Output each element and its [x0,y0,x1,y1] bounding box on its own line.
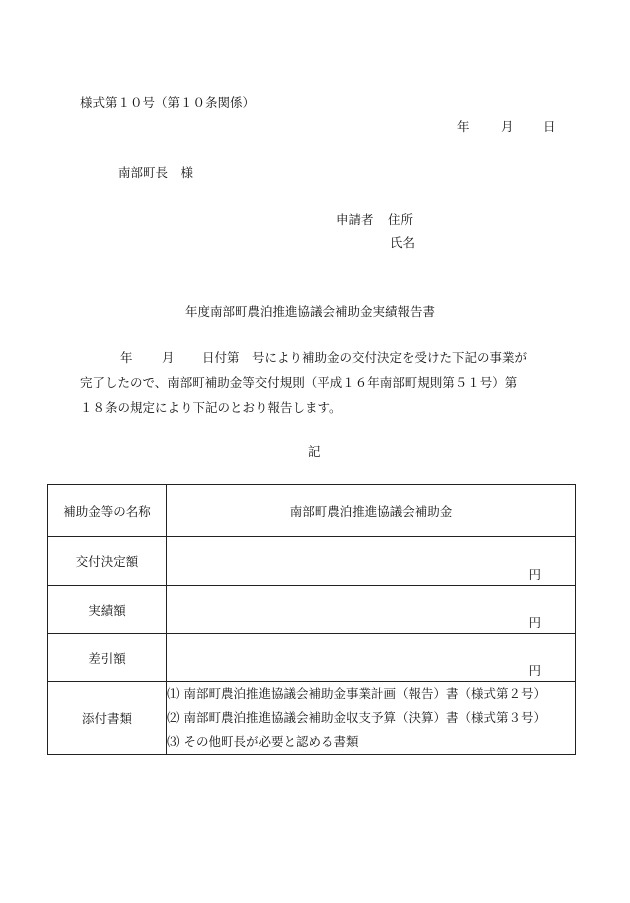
subsidy-name-cell: 南部町農泊推進協議会補助金 [167,485,576,537]
name-label: 氏名 [390,235,416,250]
date-year: 年 [457,119,470,134]
report-table [47,484,576,755]
decision-amount-unit: 円 [528,566,541,582]
attachment-item: ⑴ 南部町農泊推進協議会補助金事業計画（報告）書（様式第２号） [167,686,546,701]
name-label-cell: 補助金等の名称 [48,485,167,537]
applicant-address-line [336,214,413,227]
document-title: 年度南部町農泊推進協議会補助金実績報告書 [185,304,436,319]
body-line-1 [80,345,560,370]
form-number: 様式第１０号（第１０条関係） [80,95,256,110]
attachments-label: 添付書類 [48,682,167,755]
table-row-decision-amount [48,537,576,586]
applicant-label: 申請者 [336,212,374,227]
table-row-name [48,485,576,537]
date-day: 日 [543,119,556,134]
body-line-3: １８条の規定により下記のとおり報告します。 [80,400,342,415]
date-month: 月 [501,119,514,134]
body-month: 月 [162,350,175,365]
difference-unit: 円 [528,662,541,678]
actual-amount-cell [167,586,576,634]
difference-label: 差引額 [48,634,167,682]
table-row-attachments [48,682,576,755]
ki-heading: 記 [308,444,321,459]
attachment-item: ⑵ 南部町農泊推進協議会補助金収支予算（決算）書（様式第３号） [167,710,546,725]
date-line [457,121,556,134]
actual-amount-label: 実績額 [48,586,167,634]
decision-amount-label: 交付決定額 [48,537,167,586]
address-label: 住所 [388,212,414,227]
body-line-2: 完了したので、南部町補助金等交付規則（平成１６年南部町規則第５１号）第 [80,375,518,390]
table-row-difference [48,634,576,682]
body-paragraph [80,345,560,420]
body-year: 年 [120,350,133,365]
attachment-item: ⑶ その他町長が必要と認める書類 [167,734,359,749]
body-line-1-rest: 日付第 号により補助金の交付決定を受けた下記の事業が [202,350,528,365]
difference-cell [167,634,576,682]
decision-amount-cell [167,537,576,586]
addressee: 南部町長 様 [118,165,194,180]
table-row-actual-amount [48,586,576,634]
attachments-cell [167,682,576,755]
actual-amount-unit: 円 [528,614,541,630]
